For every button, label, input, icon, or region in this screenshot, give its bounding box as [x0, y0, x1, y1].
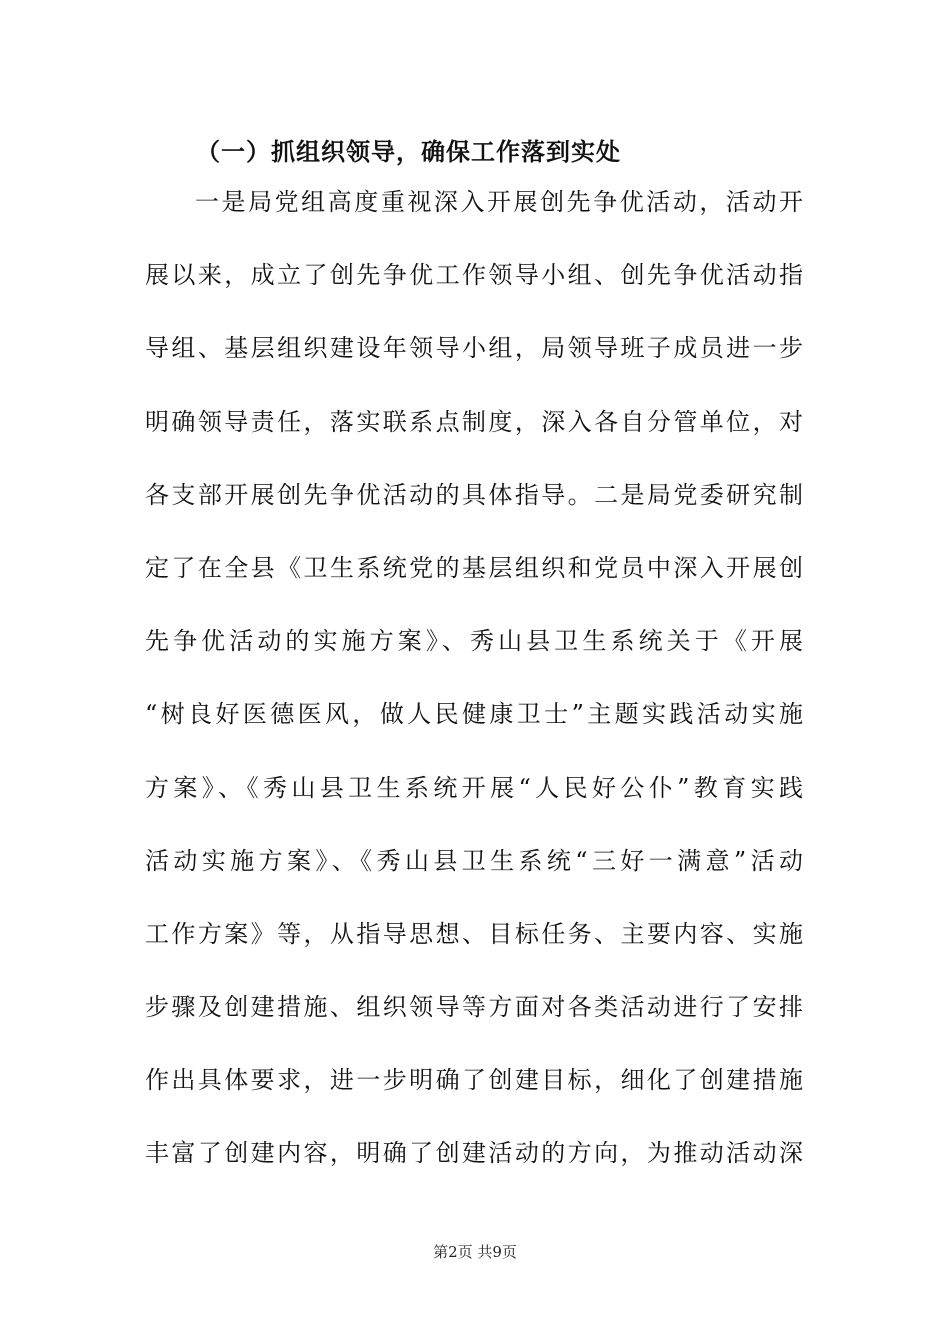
body-paragraph	[145, 166, 805, 1191]
text-line: 展以来，成立了创先争优工作领导小组、创先争优活动指	[145, 261, 805, 290]
text-line: 定了在全县《卫生系统党的基层组织和党员中深入开展创	[145, 553, 805, 582]
text-line: 步骤及创建措施、组织领导等方面对各类活动进行了安排	[145, 993, 805, 1022]
text-line: 方案》、《秀山县卫生系统开展“人民好公仆”教育实践	[145, 773, 805, 802]
text-line: 先争优活动的实施方案》、秀山县卫生系统关于《开展	[145, 627, 805, 656]
text-line: 导组、基层组织建设年领导小组，局领导班子成员进一步	[145, 334, 805, 363]
text-line: 一是局党组高度重视深入开展创先争优活动，活动开	[195, 188, 805, 216]
page-footer: 第2页 共9页	[433, 1243, 517, 1261]
section-heading: （一）抓组织领导，确保工作落到实处	[196, 138, 621, 166]
text-line: 作出具体要求，进一步明确了创建目标，细化了创建措施	[145, 1066, 805, 1095]
text-line: “树良好医德医风，做人民健康卫士”主题实践活动实施	[145, 700, 805, 729]
text-line: 明确领导责任，落实联系点制度，深入各自分管单位，对	[145, 407, 805, 436]
text-line: 各支部开展创先争优活动的具体指导。二是局党委研究制	[145, 480, 805, 509]
text-line: 丰富了创建内容，明确了创建活动的方向，为推动活动深	[145, 1139, 805, 1168]
text-line: 活动实施方案》、《秀山县卫生系统“三好一满意”活动	[145, 846, 805, 875]
text-line: 工作方案》等，从指导思想、目标任务、主要内容、实施	[145, 919, 805, 948]
